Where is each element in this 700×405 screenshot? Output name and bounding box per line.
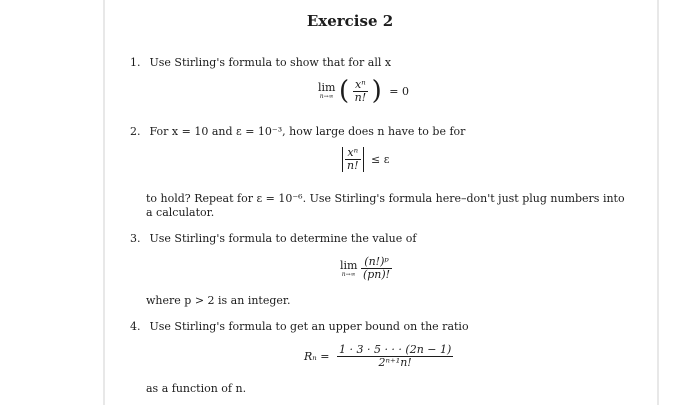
formula-4: [300, 344, 453, 369]
item-number: 2.: [130, 125, 141, 138]
item-3-continuation: where p > 2 is an integer.: [146, 294, 291, 307]
item-text: Use Stirling's formula to get an upper bound on the ratio: [149, 320, 469, 333]
item-2-continuation-2: a calculator.: [146, 206, 215, 219]
fraction: $\frac{\text{xⁿ}}{n!}$: [347, 146, 359, 172]
fraction: $\frac{\text{xⁿ}}{n!}$: [354, 77, 367, 104]
left-paren: (: [338, 76, 350, 106]
formula-1: [318, 78, 413, 104]
item-text: Use Stirling's formula to determine the value of: [149, 232, 417, 245]
item-2-continuation: to hold? Repeat for ε = 10⁻⁶. Use Stirling's formula here–don't just plug numbers into: [146, 192, 625, 205]
relation: = 0: [389, 84, 410, 98]
exercise-title: Exercise 2: [306, 12, 394, 30]
exercise-item-1: [130, 56, 391, 70]
formula-2: [342, 147, 393, 172]
exercise-item-2: [130, 125, 465, 139]
fraction: $\frac{\text{(n!)ᵖ}}{(pn)!}$: [362, 255, 391, 281]
ratio-lhs: Rₙ =: [304, 350, 330, 363]
absolute-value: [342, 147, 364, 172]
relation: ≤ ε: [371, 153, 390, 166]
item-4-continuation: as a function of n.: [146, 382, 247, 395]
limit-operator: lim n→∞: [340, 258, 358, 278]
exercise-item-4: [130, 320, 469, 334]
item-number: 3.: [130, 232, 141, 245]
exercise-item-3: [130, 232, 416, 246]
right-paren: ): [371, 76, 382, 106]
page-right-edge: [657, 0, 659, 405]
item-number: 4.: [130, 320, 141, 333]
item-text: Use Stirling's formula to show that for all x: [149, 56, 392, 69]
page-left-edge: [103, 0, 105, 405]
limit-operator: lim n→∞: [318, 81, 336, 100]
fraction: $\frac{1 \cdot 3 \cdot 5 \cdot \cdot \cdot (2n - 1)}{\text{2ⁿ⁺¹n!}}$: [338, 343, 452, 369]
formula-3: [340, 256, 392, 281]
item-text: For x = 10 and ε = 10⁻³, how large does n have to be for: [149, 125, 466, 138]
item-number: 1.: [130, 56, 141, 69]
